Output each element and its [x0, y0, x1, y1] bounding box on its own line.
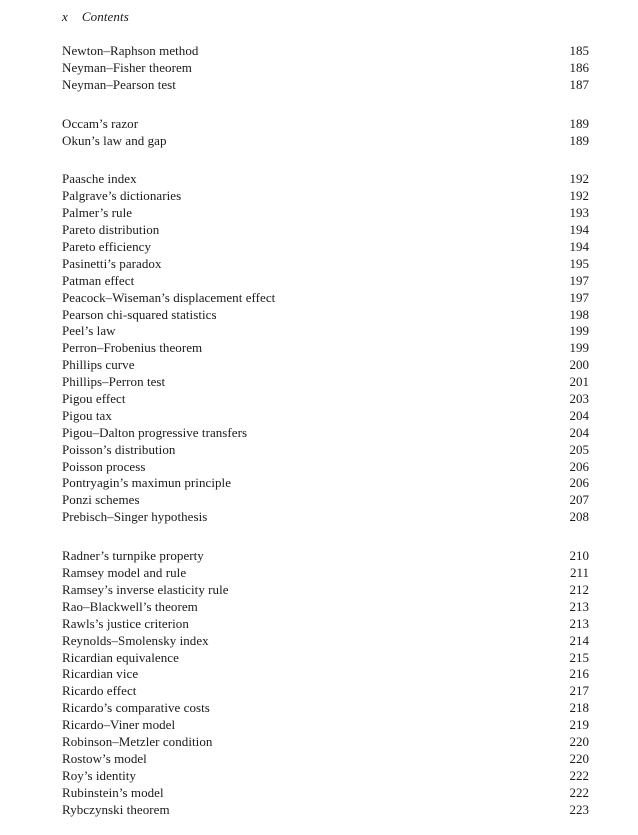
toc-entry-term: Ricardo effect — [62, 683, 137, 699]
toc-entry[interactable] — [62, 633, 589, 650]
toc-entry-page: 192 — [569, 171, 589, 187]
toc-entry-term: Ramsey model and rule — [62, 565, 187, 581]
toc-entry-page: 216 — [569, 666, 589, 682]
toc-entry[interactable] — [62, 239, 589, 256]
toc-entry[interactable] — [62, 374, 589, 391]
toc-entry-term: Ricardian equivalence — [62, 649, 179, 665]
toc-entry-page: 205 — [569, 441, 589, 457]
toc-entry-page: 213 — [569, 615, 589, 631]
toc-entry-page: 189 — [569, 115, 589, 131]
toc-entry-page: 189 — [569, 132, 589, 148]
toc-group — [62, 116, 589, 150]
toc-entry-page: 213 — [569, 598, 589, 614]
toc-entry-page: 204 — [569, 407, 589, 423]
toc-entry-page: 199 — [569, 340, 589, 356]
toc-entry-page: 215 — [569, 649, 589, 665]
toc-entry-term: Pigou effect — [62, 391, 126, 407]
page-number: x — [62, 9, 68, 24]
toc-entry-page: 206 — [569, 475, 589, 491]
running-header — [62, 9, 129, 25]
toc-entry-page: 200 — [569, 357, 589, 373]
toc-entry[interactable] — [62, 391, 589, 408]
toc-entry-page: 203 — [569, 391, 589, 407]
toc-entry-page: 223 — [569, 801, 589, 817]
toc-entry-page: 207 — [569, 492, 589, 508]
toc-entry-term: Ponzi schemes — [62, 492, 140, 508]
toc-entry-page: 187 — [569, 76, 589, 92]
toc-entry-page: 211 — [569, 565, 589, 581]
toc-entry[interactable] — [62, 340, 589, 357]
toc-entry[interactable] — [62, 683, 589, 700]
toc-entry[interactable] — [62, 666, 589, 683]
toc-entry-term: Neyman–Fisher theorem — [62, 59, 192, 75]
toc-entry-term: Pigou tax — [62, 407, 112, 423]
toc-entry[interactable] — [62, 802, 589, 819]
toc-entry-page: 185 — [569, 43, 589, 58]
toc-entry-page: 197 — [569, 289, 589, 305]
toc-entry-page: 218 — [569, 700, 589, 716]
toc-entry-term: Peel’s law — [62, 323, 116, 339]
toc-entry-term: Occam’s razor — [62, 115, 139, 131]
toc-group — [62, 171, 589, 526]
toc-entry[interactable] — [62, 700, 589, 717]
toc-entry-page: 222 — [569, 784, 589, 800]
toc-entry[interactable] — [62, 408, 589, 425]
toc-entry-page: 192 — [569, 188, 589, 204]
toc-entry-term: Rubinstein’s model — [62, 784, 164, 800]
toc-entry[interactable] — [62, 116, 589, 133]
toc-entry-term: Pigou–Dalton progressive transfers — [62, 424, 248, 440]
toc-entry[interactable] — [62, 785, 589, 802]
toc-entry-page: 208 — [569, 509, 589, 525]
toc-entry-page: 198 — [569, 306, 589, 322]
toc-entry[interactable] — [62, 565, 589, 582]
toc-entry-term: Perron–Frobenius theorem — [62, 340, 203, 356]
toc-entry-term: Phillips curve — [62, 357, 135, 373]
toc-group — [62, 43, 589, 94]
table-of-contents — [62, 43, 589, 818]
toc-entry-term: Ricardo–Viner model — [62, 717, 176, 733]
toc-entry-page: 214 — [569, 632, 589, 648]
toc-entry[interactable] — [62, 60, 589, 77]
toc-entry-term: Reynolds–Smolensky index — [62, 632, 209, 648]
toc-entry[interactable] — [62, 77, 589, 94]
toc-entry-term: Okun’s law and gap — [62, 132, 167, 148]
toc-entry[interactable] — [62, 205, 589, 222]
toc-entry[interactable] — [62, 751, 589, 768]
toc-entry-term: Neyman–Pearson test — [62, 76, 176, 92]
toc-entry[interactable] — [62, 273, 589, 290]
toc-entry-page: 210 — [569, 548, 589, 564]
toc-entry-page: 201 — [569, 374, 589, 390]
toc-entry-page: 219 — [569, 717, 589, 733]
toc-entry[interactable] — [62, 171, 589, 188]
toc-entry-term: Palmer’s rule — [62, 205, 133, 221]
toc-entry-term: Palgrave’s dictionaries — [62, 188, 182, 204]
toc-entry[interactable] — [62, 459, 589, 476]
toc-entry-page: 193 — [569, 205, 589, 221]
toc-entry-term: Pasinetti’s paradox — [62, 255, 162, 271]
toc-entry-page: 222 — [569, 767, 589, 783]
toc-group — [62, 548, 589, 818]
toc-entry-term: Radner’s turnpike property — [62, 548, 204, 564]
toc-entry-term: Poisson’s distribution — [62, 441, 176, 457]
toc-entry-term: Ricardian vice — [62, 666, 139, 682]
toc-entry[interactable] — [62, 323, 589, 340]
toc-entry[interactable] — [62, 475, 589, 492]
toc-entry-term: Poisson process — [62, 458, 146, 474]
toc-entry[interactable] — [62, 509, 589, 526]
toc-entry-page: 220 — [569, 733, 589, 749]
toc-entry-term: Rawls’s justice criterion — [62, 615, 189, 631]
toc-entry-term: Robinson–Metzler condition — [62, 733, 213, 749]
toc-entry-term: Paasche index — [62, 171, 137, 187]
toc-entry-term: Rostow’s model — [62, 750, 147, 766]
toc-entry[interactable] — [62, 133, 589, 150]
toc-entry-term: Rybczynski theorem — [62, 801, 170, 817]
toc-entry-term: Pareto efficiency — [62, 239, 152, 255]
toc-entry[interactable] — [62, 256, 589, 273]
toc-entry-page: 194 — [569, 222, 589, 238]
toc-entry-page: 186 — [569, 59, 589, 75]
toc-entry[interactable] — [62, 650, 589, 667]
toc-entry-page: 194 — [569, 239, 589, 255]
toc-entry[interactable] — [62, 307, 589, 324]
toc-entry-term: Patman effect — [62, 272, 135, 288]
toc-entry-term: Prebisch–Singer hypothesis — [62, 509, 208, 525]
toc-entry-page: 220 — [569, 750, 589, 766]
toc-entry-page: 195 — [569, 255, 589, 271]
toc-entry[interactable] — [62, 582, 589, 599]
toc-entry-page: 199 — [569, 323, 589, 339]
toc-entry-page: 197 — [569, 272, 589, 288]
toc-entry[interactable] — [62, 188, 589, 205]
toc-entry[interactable] — [62, 599, 589, 616]
toc-entry-term: Newton–Raphson method — [62, 43, 199, 58]
toc-entry-page: 212 — [569, 581, 589, 597]
toc-entry[interactable] — [62, 425, 589, 442]
toc-entry-term: Ricardo’s comparative costs — [62, 700, 210, 716]
toc-entry[interactable] — [62, 290, 589, 307]
running-title: Contents — [81, 9, 129, 24]
toc-entry-page: 206 — [569, 458, 589, 474]
toc-entry-term: Pontryagin’s maximun principle — [62, 475, 232, 491]
toc-entry-page: 204 — [569, 424, 589, 440]
toc-entry-term: Rao–Blackwell’s theorem — [62, 598, 198, 614]
toc-entry[interactable] — [62, 492, 589, 509]
toc-entry[interactable] — [62, 43, 589, 60]
toc-entry-term: Phillips–Perron test — [62, 374, 166, 390]
toc-entry[interactable] — [62, 768, 589, 785]
toc-entry-term: Roy’s identity — [62, 767, 137, 783]
toc-entry[interactable] — [62, 717, 589, 734]
toc-entry-page: 217 — [569, 683, 589, 699]
toc-entry[interactable] — [62, 222, 589, 239]
toc-entry[interactable] — [62, 442, 589, 459]
toc-entry[interactable] — [62, 357, 589, 374]
toc-entry[interactable] — [62, 734, 589, 751]
toc-entry-term: Ramsey’s inverse elasticity rule — [62, 581, 229, 597]
toc-entry-term: Pareto distribution — [62, 222, 160, 238]
toc-entry[interactable] — [62, 616, 589, 633]
toc-entry[interactable] — [62, 548, 589, 565]
toc-entry-term: Pearson chi-squared statistics — [62, 306, 217, 322]
toc-entry-term: Peacock–Wiseman’s displacement effect — [62, 289, 276, 305]
